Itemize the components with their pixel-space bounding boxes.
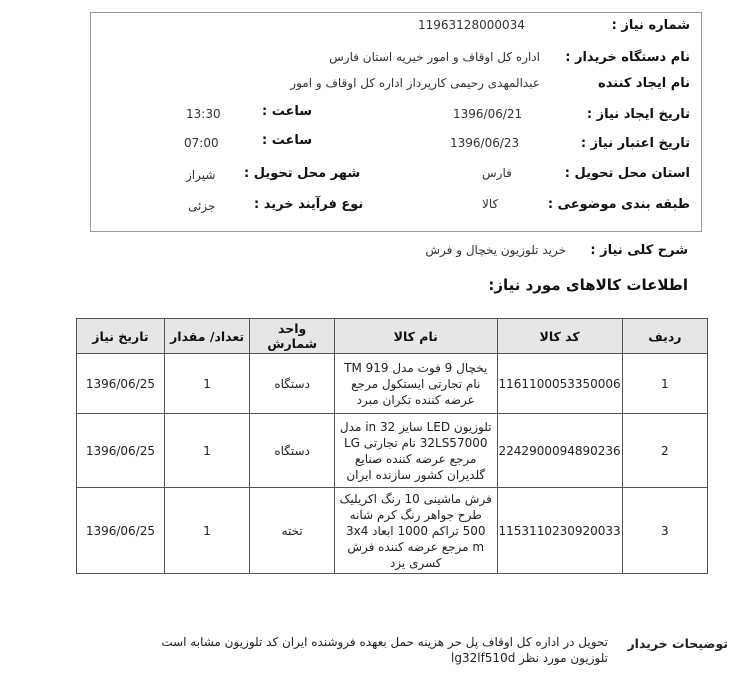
header-unit: واحد شمارش [250,319,335,354]
buyer-notes-label: توضیحات خریدار [627,636,728,651]
province-label: استان محل تحویل : [564,166,690,181]
created-time-label: ساعت : [262,104,313,119]
created-date-label: تاریخ ایجاد نیاز : [586,107,690,122]
city: شیراز [186,168,216,182]
need-number-label: شماره نیاز : [611,18,690,33]
header-name: نام کالا [334,319,497,354]
creator: عبدالمهدی رحیمی کارپرداز اداره کل اوقاف و امور [290,76,540,90]
table-header-row [77,319,708,354]
table-row [77,414,708,488]
buyer-notes: تحویل در اداره کل اوقاف پل حر هزینه حمل بعهده فروشنده ایران کد تلوزیون مشابه است تلوزیون مورد نظر lg32lf510d [161,635,608,665]
buyer-org: اداره کل اوقاف و امور خیریه استان فارس [329,50,540,64]
cell-code: 1161100053350006 [497,354,622,414]
cell-unit: دستگاه [250,354,335,414]
created-date: 1396/06/21 [453,107,523,121]
header-row-number: ردیف [622,319,707,354]
created-time: 13:30 [186,107,221,121]
header-qty: تعداد/ مقدار [164,319,249,354]
goods-table [76,318,708,574]
summary-label: شرح کلی نیاز : [590,243,688,258]
cell-date: 1396/06/25 [77,354,165,414]
process: جزئی [188,199,216,213]
cell-code: 1153110230920033 [497,488,622,574]
cell-date: 1396/06/25 [77,488,165,574]
header-code: کد کالا [497,319,622,354]
summary: خرید تلوزیون یخچال و فرش [425,243,566,257]
header-date: تاریخ نیاز [77,319,165,354]
cell-row: 3 [622,488,707,574]
valid-time: 07:00 [184,136,219,150]
cell-name: فرش ماشینی 10 رنگ اکریلیک طرح جواهر رنگ کرم شانه 500 تراکم 1000 ابعاد 3x4 m مرجع عرضه کننده فرش کسری یزد [334,488,497,574]
table-row [77,354,708,414]
goods-heading: اطلاعات کالاهای مورد نیاز: [488,276,688,294]
province: فارس [482,166,512,180]
cell-code: 2242900094890236 [497,414,622,488]
cell-unit: تخته [250,488,335,574]
valid-time-label: ساعت : [262,133,313,148]
category: کالا [482,197,499,211]
cell-row: 2 [622,414,707,488]
process-label: نوع فرآیند خرید : [254,197,364,212]
cell-name: تلوزیون LED سایز 32 in مدل 32LS57000 نام تجارتی LG مرجع عرضه کننده صنایع گلدیران کشور سازنده ایران [334,414,497,488]
valid-date: 1396/06/23 [450,136,520,150]
cell-name: یخچال 9 فوت مدل TM 919 نام تجارتی ایستکول مرجع عرضه کننده تکران مبرد [334,354,497,414]
valid-date-label: تاریخ اعتبار نیاز : [580,136,690,151]
cell-row: 1 [622,354,707,414]
cell-date: 1396/06/25 [77,414,165,488]
category-label: طبقه بندی موضوعی : [547,197,690,212]
buyer-org-label: نام دستگاه خریدار : [565,50,690,65]
cell-qty: 1 [164,488,249,574]
cell-unit: دستگاه [250,414,335,488]
table-row [77,488,708,574]
creator-label: نام ایجاد کننده [598,76,690,91]
city-label: شهر محل تحویل : [244,166,361,181]
need-number: 11963128000034 [418,18,525,32]
cell-qty: 1 [164,414,249,488]
cell-qty: 1 [164,354,249,414]
